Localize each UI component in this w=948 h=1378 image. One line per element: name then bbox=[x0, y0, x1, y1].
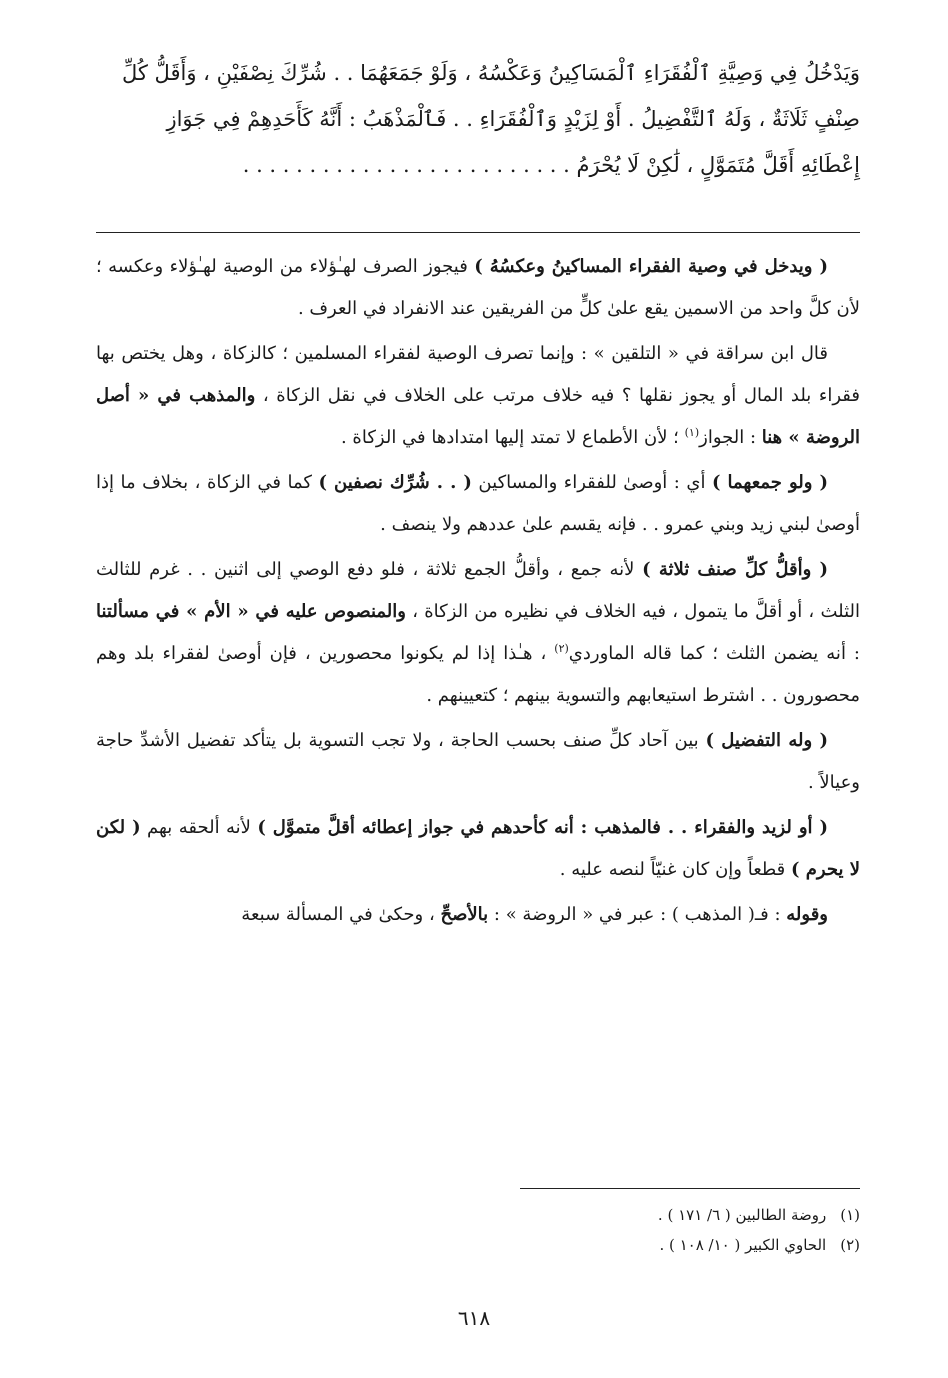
quoted-matn: ( أو لزيد والفقراء . . فالمذهب : أنه كأحدهم في جواز إعطائه أقلَّ متموَّل ) bbox=[257, 817, 828, 838]
matn-line-text: إِعْطَائِهِ أَقَلَّ مُتَمَوَّلٍ ، لَٰكِنْ لَا يُحْرَمُ bbox=[576, 153, 860, 177]
matn-line: وَيَدْخُلُ فِي وَصِيَّةِ ٱلْفُقَرَاءِ ٱلْمَسَاكِينُ وَعَكْسُهُ ، وَلَوْ جَمَعَهُمَا . . شُرِّكَ نِصْفَيْنِ ، وَأَقَلُّ كُلِّ bbox=[121, 61, 860, 85]
commentary-paragraph bbox=[96, 720, 860, 804]
commentary-text-span: قطعاً وإن كان غنيّاً لنصه عليه . bbox=[559, 859, 791, 880]
matn-line bbox=[96, 142, 860, 188]
commentary-text-span: بين آحاد كلِّ صنف بحسب الحاجة ، ولا تجب التسوية بل يتأكد تفضيل الأشدِّ حاجة وعيالاً . bbox=[96, 730, 860, 793]
commentary-text-span: : أنه يضمن الثلث ؛ كما قاله الماوردي bbox=[568, 643, 860, 664]
dotted-leader: . . . . . . . . . . . . . . . . . . . . . . . . . bbox=[242, 153, 570, 177]
footnote-ref[interactable]: (١) bbox=[684, 426, 700, 439]
quoted-matn: ( وأقلُّ كلِّ صنف ثلاثة ) bbox=[642, 559, 828, 580]
commentary-text-span: لأنه ألحقه بهم bbox=[140, 817, 258, 838]
commentary-text-span: : الجواز bbox=[699, 427, 762, 448]
footnote-ref[interactable]: (٢) bbox=[554, 642, 569, 655]
emphasis: والمنصوص عليه في « الأم » في مسألتنا bbox=[96, 601, 406, 622]
commentary-paragraph bbox=[96, 894, 860, 936]
footnote-text: روضة الطالبين ( ٦/ ١٧١ ) . bbox=[657, 1206, 827, 1224]
commentary-text-span: ، هـٰذا إذا لم يكونوا محصورين ، فإن أوصىٰ لفقراء بلد وهم محصورون . . اشترط استيعابهم والتسوية بينهم ؛ كتعيينهم . bbox=[96, 643, 860, 706]
footnote bbox=[96, 1200, 860, 1230]
footnote-number: (٢) bbox=[840, 1236, 860, 1254]
emphasis: وقوله bbox=[786, 904, 828, 925]
commentary-text-span: كما في الزكاة ، بخلاف ما إذا أوصىٰ لبني زيد وبني عمرو . . فإنه يقسم علىٰ عددهم ولا ينصف . bbox=[96, 472, 860, 535]
footnote-divider bbox=[520, 1188, 860, 1189]
quoted-matn: ( ويدخل في وصية الفقراء المساكينُ وعكسُهُ ) bbox=[474, 256, 828, 277]
quoted-matn: ( وله التفضيل ) bbox=[705, 730, 829, 751]
commentary-text-span: لأنه جمع ، وأقلُّ الجمع ثلاثة ، فلو دفع الوصي إلى اثنين . . غرم للثالث الثلث ، أو أقلَّ ما يتمول ، فيه الخلاف في نظيره من الزكاة ، bbox=[96, 559, 860, 622]
matn-text bbox=[96, 50, 860, 188]
footnote-number: (١) bbox=[840, 1206, 860, 1224]
emphasis: والمذهب في « أصل الروضة » هنا bbox=[96, 385, 860, 448]
emphasis: بالأصحِّ bbox=[440, 904, 489, 925]
page-number: ٦١٨ bbox=[457, 1306, 491, 1330]
commentary-paragraph bbox=[96, 807, 860, 891]
commentary-text-span: ، وحكىٰ في المسألة سبعة bbox=[241, 904, 441, 925]
commentary-paragraph bbox=[96, 549, 860, 717]
commentary-text-span: : فـ( المذهب ) : عبر في « الروضة » : bbox=[488, 904, 787, 925]
footnotes bbox=[96, 1200, 860, 1260]
commentary-paragraph bbox=[96, 246, 860, 330]
section-divider bbox=[96, 232, 860, 233]
quoted-matn: ( ولو جمعهما ) bbox=[711, 472, 828, 493]
commentary-paragraph bbox=[96, 333, 860, 459]
commentary-text-span: قال ابن سراقة في « التلقين » : وإنما تصرف الوصية لفقراء المسلمين ؛ كالزكاة ، وهل يختص بها فقراء بلد المال أو يجوز نقلها ؟ فيه خلاف مرتب على الخلاف في نقل الزكاة ، bbox=[96, 343, 860, 406]
commentary-paragraph bbox=[96, 462, 860, 546]
commentary-text bbox=[96, 246, 860, 939]
quoted-matn: ( لكن لا يحرم ) bbox=[96, 817, 860, 880]
matn-line: صِنْفٍ ثَلَاثَةٌ ، وَلَهُ ٱلتَّفْضِيلُ . أَوْ لِزَيْدٍ وَٱلْفُقَرَاءِ . . فَٱلْمَذْهَبُ : أَنَّهُ كَأَحَدِهِمْ فِي جَوَازِ bbox=[166, 107, 860, 131]
footnote bbox=[96, 1230, 860, 1260]
commentary-text-span: ؛ لأن الأطماع لا تمتد إليها امتدادها في الزكاة . bbox=[340, 427, 685, 448]
quoted-matn: ( . . شُرِّك نصفين ) bbox=[318, 472, 472, 493]
commentary-text-span: أي : أوصىٰ للفقراء والمساكين bbox=[471, 472, 712, 493]
footnote-text: الحاوي الكبير ( ١٠/ ١٠٨ ) . bbox=[659, 1236, 827, 1254]
commentary-text-span: فيجوز الصرف لهـٰؤلاء من الوصية لهـٰؤلاء وعكسه ؛ لأن كلَّ واحد من الاسمين يقع علىٰ كلٍّ من الفريقين عند الانفراد في العرف . bbox=[96, 256, 860, 319]
